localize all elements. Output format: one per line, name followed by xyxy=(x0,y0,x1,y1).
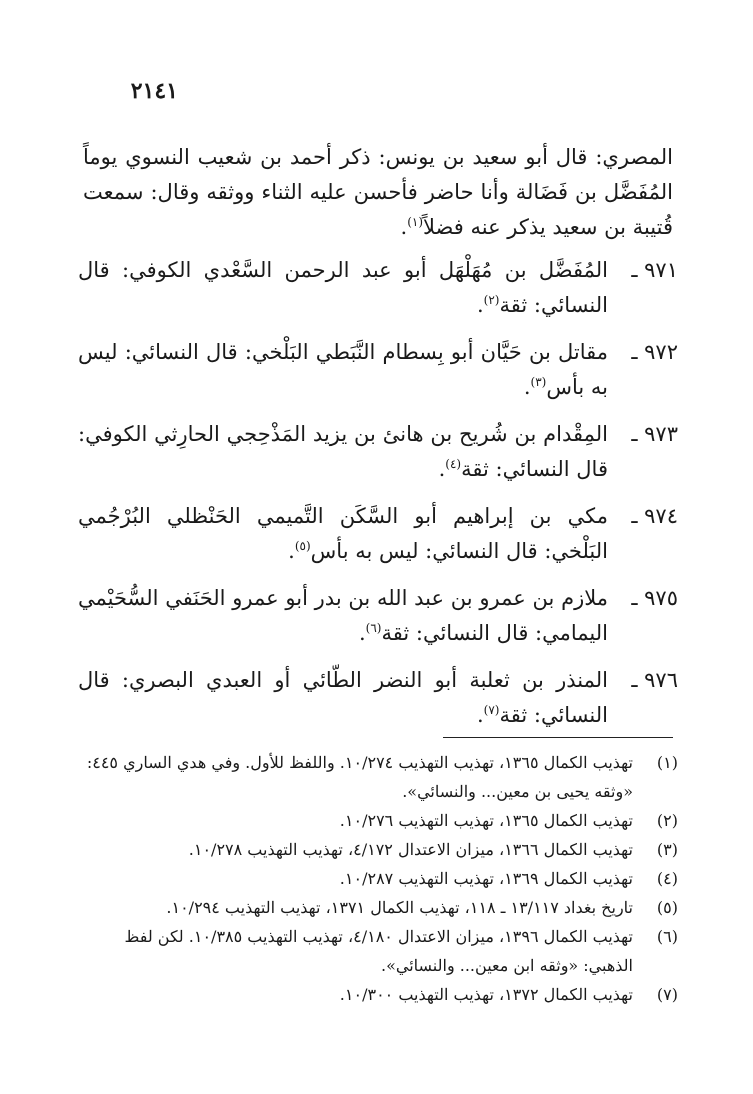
intro-body: المصري: قال أبو سعيد بن يونس: ذكر أحمد بن شعيب النسوي يوماً المُفَضَّل بن فَضَالة وأنا حاضر فأحسن عليه الثناء ووثقه وقال: سمعت قُتيبة بن سعيد يذكر عنه فضلاً xyxy=(83,145,673,239)
footnote-1 xyxy=(73,748,678,806)
footnote-3 xyxy=(73,835,678,864)
footnote-2 xyxy=(73,806,678,835)
entry-body: المِقْدام بن شُريح بن هانئ بن يزيد المَذْحِجي الحارِثي الكوفي: قال النسائي: ثقة xyxy=(78,422,608,481)
entry-number: ٩٧١ ـ xyxy=(631,258,678,282)
footnote-text: تهذيب الكمال ١٣٦٥، تهذيب التهذيب ١٠/٢٧٤. واللفظ للأول. وفي هدي الساري ٤٤٥: «وثقه يحيى بن معين... والنسائي». xyxy=(86,753,633,801)
footnote-6 xyxy=(73,922,678,980)
footnote-number: (٥) xyxy=(656,898,678,917)
entry-text xyxy=(78,417,608,487)
intro-text xyxy=(83,140,673,245)
entry-number: ٩٧٥ ـ xyxy=(631,586,678,610)
footnote-text: تهذيب الكمال ١٣٧٢، تهذيب التهذيب ١٠/٣٠٠. xyxy=(339,985,633,1004)
footnote-ref: (٤) xyxy=(445,457,462,471)
entry-body: المُفَضَّل بن مُهَلْهَل أبو عبد الرحمن السَّعْدي الكوفي: قال النسائي: ثقة xyxy=(78,258,608,317)
entry-976 xyxy=(78,663,678,733)
entry-text xyxy=(78,581,608,651)
footnote-number: (١) xyxy=(656,753,678,772)
footnote-ref: (٦) xyxy=(365,621,382,635)
footnote-4 xyxy=(73,864,678,893)
page-number: ٢١٤١ xyxy=(130,78,178,104)
footnote-ref: (٢) xyxy=(483,293,500,307)
footnote-text: تاريخ بغداد ١٣/١١٧ ـ ١١٨، تهذيب الكمال ١٣٧١، تهذيب التهذيب ١٠/٢٩٤. xyxy=(166,898,633,917)
entry-period: . xyxy=(288,539,295,563)
entry-text xyxy=(78,335,608,405)
entry-body: المنذر بن ثعلبة أبو النضر الطّائي أو العبدي البصري: قال النسائي: ثقة xyxy=(78,668,608,727)
footnote-ref: (٥) xyxy=(294,539,311,553)
footnote-text: تهذيب الكمال ١٣٦٥، تهذيب التهذيب ١٠/٢٧٦. xyxy=(339,811,633,830)
entry-period: . xyxy=(523,375,531,399)
entry-number: ٩٧٦ ـ xyxy=(631,668,678,692)
intro-paragraph xyxy=(83,140,673,245)
footnote-number: (٣) xyxy=(656,840,678,859)
footnotes xyxy=(73,748,678,1009)
footnote-number: (٢) xyxy=(656,811,678,830)
footnote-5 xyxy=(73,893,678,922)
footnote-number: (٤) xyxy=(656,869,678,888)
intro-period: . xyxy=(400,215,408,239)
entry-974 xyxy=(78,499,678,569)
footnote-ref: (١) xyxy=(407,215,424,229)
footnote-text: تهذيب الكمال ١٣٦٩، تهذيب التهذيب ١٠/٢٨٧. xyxy=(339,869,633,888)
footnote-text: تهذيب الكمال ١٣٦٦، ميزان الاعتدال ٤/١٧٢، تهذيب التهذيب ١٠/٢٧٨. xyxy=(188,840,633,859)
entry-number: ٩٧٤ ـ xyxy=(631,504,678,528)
footnote-number: (٧) xyxy=(656,985,678,1004)
entry-body: ملازم بن عمرو بن عبد الله بن بدر أبو عمرو الحَنَفي السُّحَيْمي اليمامي: قال النسائي: ثقة xyxy=(78,586,609,645)
entry-body: مكي بن إبراهيم أبو السَّكَن التَّميمي الحَنْظلي البُرْجُمي البَلْخي: قال النسائي: ليس به بأس xyxy=(78,504,608,563)
entry-975 xyxy=(78,581,678,651)
entry-body: مقاتل بن حَيَّان أبو بِسطام النَّبَطي البَلْخي: قال النسائي: ليس به بأس xyxy=(78,340,608,399)
footnote-number: (٦) xyxy=(656,927,678,946)
entry-text xyxy=(78,663,608,733)
entry-period: . xyxy=(358,621,366,645)
entry-period: . xyxy=(476,703,484,727)
entry-period: . xyxy=(438,457,446,481)
entry-number: ٩٧٣ ـ xyxy=(631,422,678,446)
footnote-divider xyxy=(443,737,673,738)
entry-text xyxy=(78,499,608,569)
entry-text xyxy=(78,253,608,323)
footnote-ref: (٧) xyxy=(483,703,500,717)
footnote-ref: (٣) xyxy=(530,375,547,389)
entry-971 xyxy=(78,253,678,323)
entry-number: ٩٧٢ ـ xyxy=(631,340,678,364)
entry-972 xyxy=(78,335,678,405)
entry-list xyxy=(78,253,678,745)
entry-973 xyxy=(78,417,678,487)
entry-period: . xyxy=(476,293,484,317)
footnote-7 xyxy=(73,980,678,1009)
footnote-text: تهذيب الكمال ١٣٩٦، ميزان الاعتدال ٤/١٨٠، تهذيب التهذيب ١٠/٣٨٥. لكن لفظ الذهبي: «وثقه ابن معين... والنسائي». xyxy=(124,927,633,975)
